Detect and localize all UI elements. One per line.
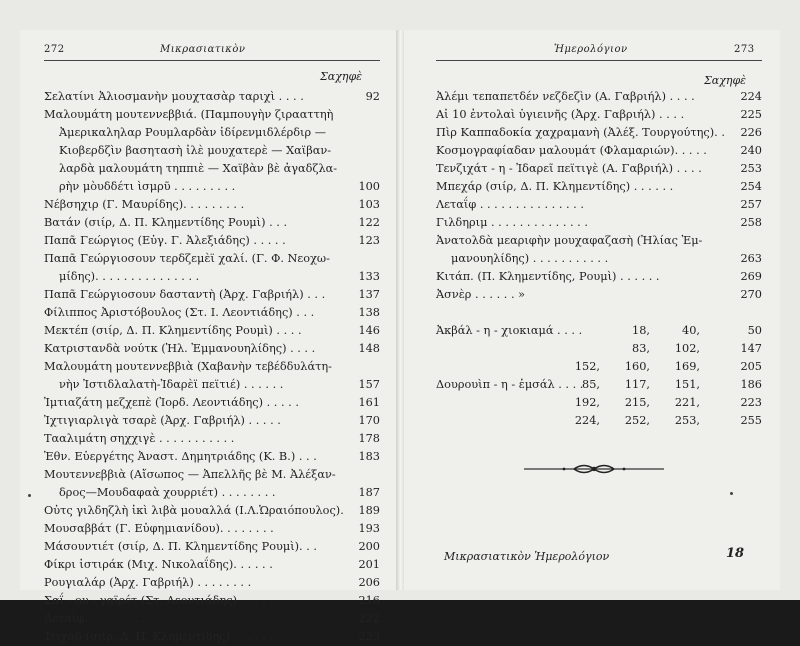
toc-entry-line bbox=[44, 160, 380, 178]
toc-page-number: 146 bbox=[358, 324, 380, 337]
toc-entry-line bbox=[44, 250, 380, 268]
toc-entry-line bbox=[44, 520, 380, 538]
toc-entry-line bbox=[44, 466, 380, 484]
toc-entry-line bbox=[436, 106, 762, 124]
toc-page-number: 222 bbox=[358, 612, 380, 625]
toc-page-number: 269 bbox=[740, 270, 762, 283]
page-ref-number: 85, bbox=[582, 378, 600, 391]
page-ref-number: 186 bbox=[740, 378, 762, 391]
toc-entry-line bbox=[44, 88, 380, 106]
toc-entry-line bbox=[436, 88, 762, 106]
toc-page-number: 138 bbox=[358, 306, 380, 319]
toc-page-number: 200 bbox=[358, 540, 380, 553]
toc-entry-line bbox=[44, 394, 380, 412]
print-mark-left bbox=[28, 494, 31, 497]
toc-page-number: 263 bbox=[740, 252, 762, 265]
page-ref-number: 151, bbox=[674, 378, 700, 391]
toc-page-number: 187 bbox=[358, 486, 380, 499]
dourouip-label: Δουρουὶπ - η - ἐμσάλ . . . . bbox=[436, 378, 584, 391]
decorative-ornament-icon bbox=[524, 462, 664, 476]
toc-page-number: 137 bbox=[358, 288, 380, 301]
page-ref-number: 152, bbox=[574, 360, 600, 373]
toc-entry-text: Φίλιππος Ἀριστόβουλος (Στ. Ι. Λεοντιάδης) . . . bbox=[44, 306, 315, 319]
toc-entry-text: Μαλουμάτη μουτεννεββιὰ (Χαβανὴν τεβέδδυλάτη- bbox=[44, 360, 332, 373]
page-ref-number: 40, bbox=[682, 324, 700, 337]
toc-page-number: 148 bbox=[358, 342, 380, 355]
toc-entry-line bbox=[44, 556, 380, 574]
toc-entry-line bbox=[436, 268, 762, 286]
number-grid-row bbox=[404, 412, 780, 430]
page-ref-number: 83, bbox=[632, 342, 650, 355]
toc-page-number: 216 bbox=[358, 594, 380, 607]
toc-entry-text: Κατριστανδὰ νούτκ (Ἠλ. Ἐμμανουηλίδης) . . . . bbox=[44, 342, 316, 355]
left-toc-list bbox=[44, 88, 380, 646]
toc-entry-line bbox=[44, 592, 380, 610]
print-mark bbox=[730, 492, 733, 495]
akval-label: Ἀκβάλ - η - χιοκιαμά . . . . bbox=[436, 324, 583, 337]
number-grid-row bbox=[404, 340, 780, 358]
left-page-number: 272 bbox=[44, 44, 65, 55]
toc-entry-text: Σαΐ - ου - γαϊρέτ (Στ. Λεοντιάδης) . . . . . bbox=[44, 594, 273, 607]
toc-page-number: 189 bbox=[358, 504, 380, 517]
toc-entry-line bbox=[44, 430, 380, 448]
number-grid-row bbox=[404, 394, 780, 412]
toc-entry-text: λαρδὰ μαλουμάτη τηππιὲ — Χαϊβὰν βὲ ἀγαδζλα- bbox=[59, 162, 338, 175]
toc-page-number: 201 bbox=[358, 558, 380, 571]
toc-entry-line bbox=[44, 232, 380, 250]
toc-entry-text: Αἱ 10 ἐντολαὶ ὑγιεινῆς (Ἀρχ. Γαβριήλ) . . . . bbox=[436, 108, 685, 121]
toc-entry-text: Νέβσηχιρ (Γ. Μαυρίδης). . . . . . . . . bbox=[44, 198, 245, 211]
toc-entry-line bbox=[436, 160, 762, 178]
toc-page-number: 133 bbox=[358, 270, 380, 283]
left-column-head: Σαχηφὲ bbox=[320, 70, 363, 83]
toc-entry-text: Παπᾶ Γεώργιοσουν δασταντὴ (Ἀρχ. Γαβριήλ) . . . bbox=[44, 288, 326, 301]
page-ref-number: 160, bbox=[624, 360, 650, 373]
toc-entry-line bbox=[44, 502, 380, 520]
toc-entry-text: Κοσμογραφίαδαν μαλουμάτ (Φλαμαριών). . . . . bbox=[436, 144, 707, 157]
toc-entry-text: Βατάν (σιίρ, Δ. Π. Κλημεντίδης Ρουμὶ) . . . bbox=[44, 216, 288, 229]
page-ref-number: 50 bbox=[747, 324, 762, 337]
toc-entry-line bbox=[44, 106, 380, 124]
toc-page-number: 206 bbox=[358, 576, 380, 589]
toc-page-number: 183 bbox=[358, 450, 380, 463]
toc-entry-line bbox=[44, 448, 380, 466]
page-ref-number: 252, bbox=[624, 414, 650, 427]
toc-entry-line bbox=[44, 412, 380, 430]
footer-imprint: Μικρασιατικὸν Ἡμερολόγιον bbox=[444, 550, 610, 563]
toc-entry-line bbox=[44, 304, 380, 322]
toc-page-number: 223 bbox=[358, 630, 380, 643]
page-ref-number: 215, bbox=[624, 396, 650, 409]
toc-page-number: 258 bbox=[740, 216, 762, 229]
toc-entry-text: Λεταΐφ. . . . . . . . . . . . . . . bbox=[44, 612, 189, 625]
toc-page-number: 253 bbox=[740, 162, 762, 175]
toc-page-number: 157 bbox=[358, 378, 380, 391]
right-toc-list bbox=[436, 88, 762, 304]
toc-entry-text: Ἀμερικαληλαρ Ρουμλαρδὰν ἰδίρενμιδλέρδιρ — bbox=[59, 126, 326, 139]
page-ref-number: 205 bbox=[740, 360, 762, 373]
toc-page-number: 103 bbox=[358, 198, 380, 211]
toc-entry-text: Κιτάπ. (Π. Κλημεντίδης, Ρουμὶ) . . . . . . bbox=[436, 270, 660, 283]
toc-page-number: 100 bbox=[358, 180, 380, 193]
toc-page-number: 226 bbox=[740, 126, 762, 139]
toc-page-number: 178 bbox=[358, 432, 380, 445]
left-page bbox=[20, 30, 398, 643]
toc-entry-line bbox=[44, 574, 380, 592]
number-grid-row bbox=[404, 322, 780, 340]
toc-page-number: 170 bbox=[358, 414, 380, 427]
toc-entry-text: Κιοβερδζὶν βασητασὴ ἰλὲ μουχατερὲ — Χαϊβαν- bbox=[59, 144, 332, 157]
toc-entry-line bbox=[436, 232, 762, 250]
toc-entry-text: Ἀλέμι τεπαπετδέν νεζδεζὶν (Α. Γαβριήλ) . . . . bbox=[436, 90, 695, 103]
page-ref-number: 147 bbox=[740, 342, 762, 355]
page-number-grid bbox=[404, 322, 780, 430]
toc-entry-text: Λεταΐφ . . . . . . . . . . . . . . . bbox=[436, 198, 584, 211]
toc-entry-text: Ἰτιχάδ (σιίρ, Δ. Π. Κλημεντίδης) . . . . . . bbox=[44, 630, 274, 643]
page-ref-number: 192, bbox=[574, 396, 600, 409]
toc-entry-text: Παπᾶ Γεώργιος (Εὐγ. Γ. Ἀλεξιάδης) . . . . . bbox=[44, 234, 286, 247]
right-page-number: 273 bbox=[734, 44, 755, 55]
page-ref-number: 253, bbox=[674, 414, 700, 427]
toc-page-number: 193 bbox=[358, 522, 380, 535]
page-ref-number: 224, bbox=[574, 414, 600, 427]
page-ref-number: 102, bbox=[674, 342, 700, 355]
toc-entry-text: Ἐθν. Εὐεργέτης Ἀναστ. Δημητριάδης (Κ. Β.) . . . bbox=[44, 450, 317, 463]
toc-entry-line bbox=[44, 610, 380, 628]
toc-entry-line bbox=[44, 358, 380, 376]
toc-entry-line bbox=[44, 286, 380, 304]
number-grid-row bbox=[404, 376, 780, 394]
toc-entry-text: Ρουγιαλάρ (Ἀρχ. Γαβριήλ) . . . . . . . . bbox=[44, 576, 252, 589]
toc-entry-text: Ἀνατολδὰ μεαριφὴν μουχαφαζασὴ (Ἠλίας Ἐμ- bbox=[436, 234, 703, 247]
toc-entry-text: Φίκρι ἰστιράκ (Μιχ. Νικολαΐδης). . . . . . bbox=[44, 558, 273, 571]
signature-mark: 18 bbox=[726, 546, 745, 561]
toc-entry-line bbox=[436, 124, 762, 142]
toc-entry-text: νὴν Ἰστιδλαλατὴ-Ἰδαρὲϊ πεϊτιέ) . . . . . . bbox=[59, 378, 284, 391]
toc-entry-text: Οὐτς γιλδηζλὴ ἰκὶ λιβὰ μουαλλά (Ι.Λ.Ὡραιόπουλος). bbox=[44, 504, 344, 517]
toc-entry-text: ρὴν μὸυδδέτι ὶσμρῦ . . . . . . . . . bbox=[59, 180, 236, 193]
toc-entry-line bbox=[44, 178, 380, 196]
toc-page-number: 254 bbox=[740, 180, 762, 193]
right-running-title: Ἡμερολόγιον bbox=[554, 44, 628, 55]
toc-entry-text: Τααλιμάτη σηχχιγὲ . . . . . . . . . . . bbox=[44, 432, 235, 445]
toc-entry-line bbox=[436, 142, 762, 160]
toc-entry-text: Γιλδηριμ . . . . . . . . . . . . . . bbox=[436, 216, 588, 229]
page-ref-number: 223 bbox=[740, 396, 762, 409]
toc-entry-text: Μπεχάρ (σιίρ, Δ. Π. Κλημεντίδης) . . . . . . bbox=[436, 180, 674, 193]
toc-entry-text: Ἀσνὲρ . . . . . . » bbox=[436, 288, 526, 301]
toc-entry-line bbox=[44, 484, 380, 502]
toc-entry-line bbox=[436, 250, 762, 268]
toc-entry-text: Μαλουμάτη μουτεννεββιά. (Παμπουγὴν ζιρααττηὴ bbox=[44, 108, 334, 121]
right-page bbox=[404, 30, 780, 590]
toc-page-number: 92 bbox=[365, 90, 380, 103]
page-ref-number: 117, bbox=[624, 378, 650, 391]
toc-entry-text: Παπᾶ Γεώργιοσουν τερδζεμὲϊ χαλί. (Γ. Φ. Νεοχω- bbox=[44, 252, 330, 265]
toc-entry-text: μίδης). . . . . . . . . . . . . . . bbox=[59, 270, 200, 283]
number-grid-row bbox=[404, 358, 780, 376]
toc-entry-text: δρος—Μουδαφαὰ χουρριέτ) . . . . . . . . bbox=[59, 486, 276, 499]
toc-entry-text: Μουσαββάτ (Γ. Εὐφημιανίδου). . . . . . . . bbox=[44, 522, 274, 535]
toc-entry-line bbox=[436, 214, 762, 232]
toc-entry-text: Πὶρ Καππαδοκία χαχραμανὴ (Ἀλέξ. Τουργούτης). . bbox=[436, 126, 725, 139]
toc-entry-text: μανουηλίδης) . . . . . . . . . . . bbox=[451, 252, 609, 265]
toc-entry-text: Τενζιχάτ - η - Ἰδαρεῖ πεϊτιγὲ (Α. Γαβριήλ) . . . . bbox=[436, 162, 702, 175]
toc-entry-line bbox=[436, 196, 762, 214]
left-header-rule bbox=[44, 60, 380, 61]
page-ref-number: 169, bbox=[674, 360, 700, 373]
toc-page-number: 270 bbox=[740, 288, 762, 301]
toc-entry-line bbox=[44, 376, 380, 394]
toc-entry-line bbox=[436, 178, 762, 196]
toc-entry-line bbox=[44, 322, 380, 340]
toc-entry-line bbox=[44, 124, 380, 142]
toc-entry-line bbox=[436, 286, 762, 304]
toc-page-number: 240 bbox=[740, 144, 762, 157]
page-ref-number: 221, bbox=[674, 396, 700, 409]
toc-page-number: 122 bbox=[358, 216, 380, 229]
toc-entry-line bbox=[44, 196, 380, 214]
page-ref-number: 18, bbox=[632, 324, 650, 337]
toc-entry-text: Μεκτέπ (σιίρ, Δ. Π. Κλημεντίδης Ρουμὶ) . . . . bbox=[44, 324, 302, 337]
toc-page-number: 123 bbox=[358, 234, 380, 247]
toc-page-number: 224 bbox=[740, 90, 762, 103]
right-header-rule bbox=[436, 60, 762, 61]
toc-entry-line bbox=[44, 628, 380, 646]
toc-entry-line bbox=[44, 268, 380, 286]
toc-entry-text: Μάσουντιέτ (σιίρ, Δ. Π. Κλημεντίδης Ρουμὶ). . . bbox=[44, 540, 317, 553]
toc-page-number: 161 bbox=[358, 396, 380, 409]
toc-entry-line bbox=[44, 340, 380, 358]
page-ref-number: 255 bbox=[740, 414, 762, 427]
toc-entry-text: Σελατίνι Ἀλιοσμανὴν μουχτασὰρ ταριχὶ . . . . bbox=[44, 90, 304, 103]
toc-entry-line bbox=[44, 538, 380, 556]
toc-entry-text: Ἰχτιγιαρλιγὰ τσαρὲ (Ἀρχ. Γαβριήλ) . . . . . bbox=[44, 414, 281, 427]
toc-entry-text: Μουτεννεββιὰ (Αἴσωπος — Ἀπελλῆς βὲ Μ. Ἀλέξαν- bbox=[44, 468, 336, 481]
toc-entry-line bbox=[44, 142, 380, 160]
toc-entry-text: Ἰμτιαζάτη μεζχεπὲ (Ἰορδ. Λεοντιάδης) . . . . . bbox=[44, 396, 299, 409]
toc-entry-line bbox=[44, 214, 380, 232]
left-running-title: Μικρασιατικὸν bbox=[160, 44, 246, 55]
toc-page-number: 225 bbox=[740, 108, 762, 121]
right-column-head: Σαχηφὲ bbox=[704, 74, 747, 87]
toc-page-number: 257 bbox=[740, 198, 762, 211]
